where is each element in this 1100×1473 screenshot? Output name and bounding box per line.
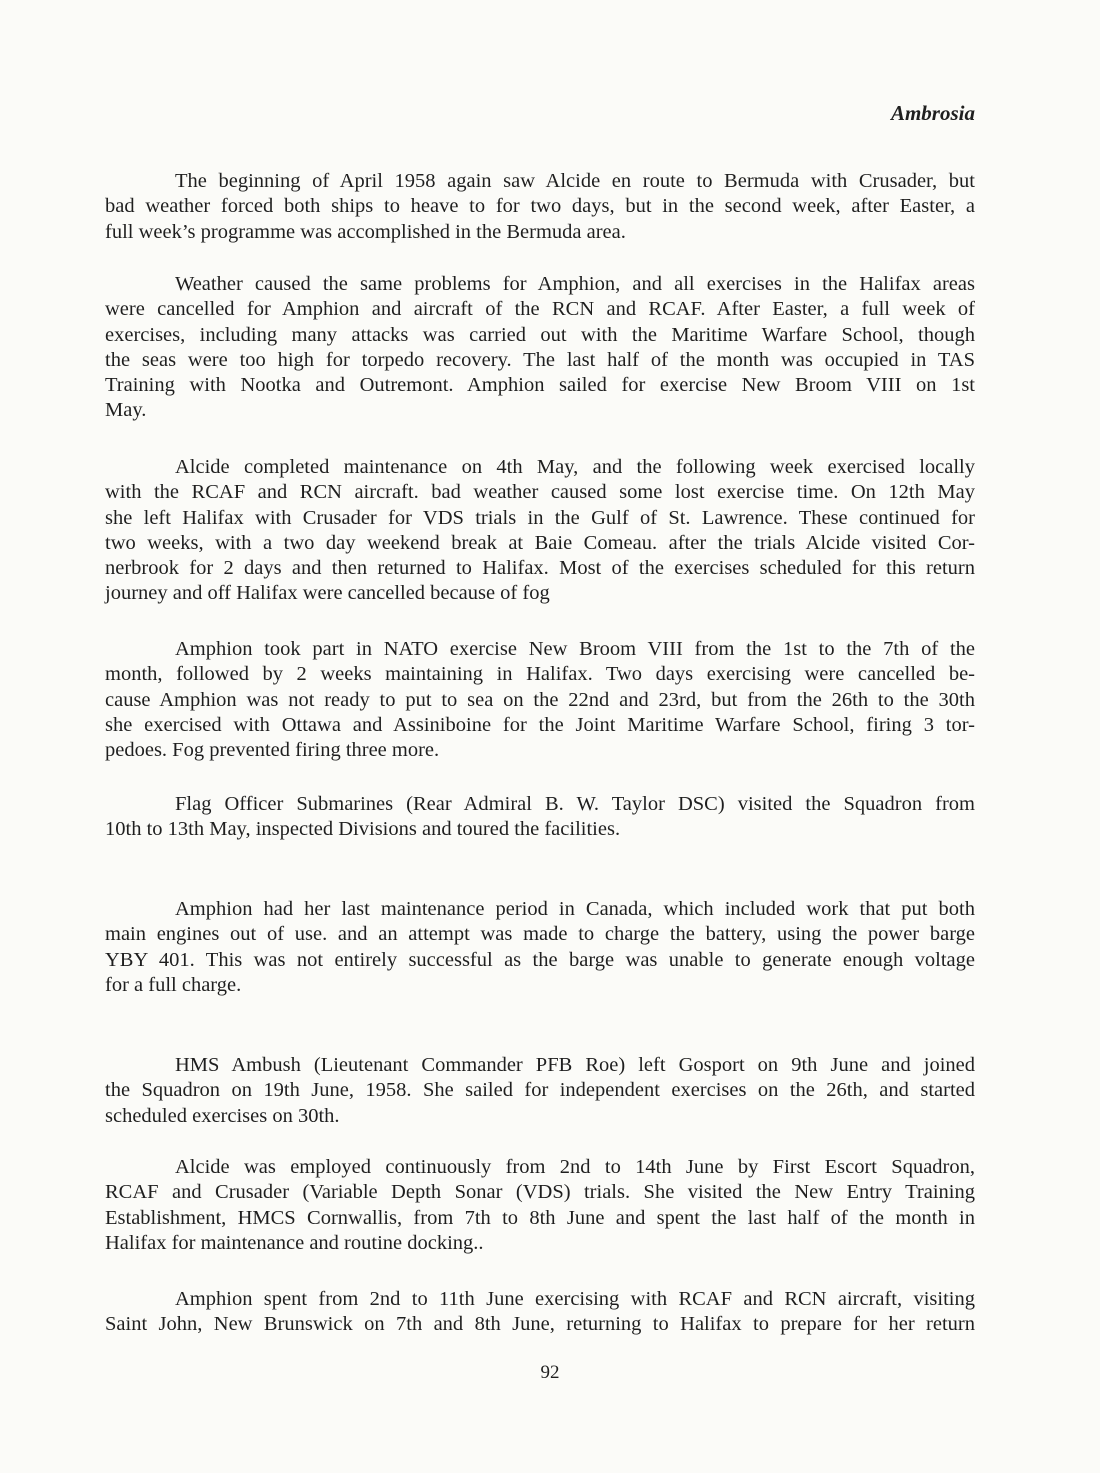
paragraph <box>105 897 975 998</box>
paragraph-line: with the RCAF and RCN aircraft. bad weather caused some lost exercise time. On 12th May <box>105 481 975 504</box>
paragraph-line: nerbrook for 2 days and then returned to Halifax. Most of the exercises scheduled for this return <box>105 557 975 580</box>
paragraph <box>105 637 975 763</box>
paragraph-line: she exercised with Ottawa and Assiniboine for the Joint Maritime Warfare School, firing 3 tor- <box>105 713 975 736</box>
paragraph <box>105 1155 975 1256</box>
paragraph-line: journey and off Halifax were cancelled because of fog <box>105 582 550 605</box>
paragraph-line: May. <box>105 399 147 422</box>
paragraph-line: 10th to 13th May, inspected Divisions and toured the facilities. <box>105 818 621 841</box>
paragraph <box>105 1053 975 1129</box>
paragraph-line: she left Halifax with Crusader for VDS trials in the Gulf of St. Lawrence. These continued for <box>105 506 975 529</box>
paragraph-line: Saint John, New Brunswick on 7th and 8th June, returning to Halifax to prepare for her return <box>105 1313 975 1336</box>
paragraph-line: cause Amphion was not ready to put to sea on the 22nd and 23rd, but from the 26th to the 30th <box>105 688 975 711</box>
running-title: Ambrosia <box>890 101 975 125</box>
paragraph-line: HMS Ambush (Lieutenant Commander PFB Roe) left Gosport on 9th June and joined <box>175 1054 975 1076</box>
paragraph-line: RCAF and Crusader (Variable Depth Sonar (VDS) trials. She visited the New Entry Training <box>105 1181 975 1204</box>
paragraph-line: were cancelled for Amphion and aircraft of the RCN and RCAF. After Easter, a full week of <box>105 298 975 321</box>
paragraph <box>105 272 975 424</box>
paragraph-line: Alcide was employed continuously from 2nd to 14th June by First Escort Squadron, <box>175 1156 975 1178</box>
paragraph-line: full week’s programme was accomplished in the Bermuda area. <box>105 220 626 243</box>
paragraph-line: Amphion took part in NATO exercise New Broom VIII from the 1st to the 7th of the <box>175 638 975 660</box>
paragraph <box>105 1287 975 1338</box>
paragraph-line: Amphion spent from 2nd to 11th June exercising with RCAF and RCN aircraft, visiting <box>175 1288 975 1310</box>
paragraph-line: pedoes. Fog prevented firing three more. <box>105 739 440 762</box>
paragraph-line: two weeks, with a two day weekend break at Baie Comeau. after the trials Alcide visited Cor- <box>105 531 975 554</box>
paragraph-line: the Squadron on 19th June, 1958. She sailed for independent exercises on the 26th, and started <box>105 1079 975 1102</box>
paragraph-line: for a full charge. <box>105 973 242 996</box>
paragraph-line: Halifax for maintenance and routine docking.. <box>105 1231 484 1254</box>
paragraph-line: Amphion had her last maintenance period in Canada, which included work that put both <box>175 898 975 920</box>
paragraph-line: YBY 401. This was not entirely successful as the barge was unable to generate enough voltage <box>105 948 975 971</box>
paragraph-line: Alcide completed maintenance on 4th May, and the following week exercised locally <box>175 456 975 478</box>
paragraph <box>105 169 975 245</box>
paragraph-line: Weather caused the same problems for Amphion, and all exercises in the Halifax areas <box>175 273 975 295</box>
paragraph-line: Training with Nootka and Outremont. Amphion sailed for exercise New Broom VIII on 1st <box>105 374 975 397</box>
paragraph-line: Flag Officer Submarines (Rear Admiral B. W. Taylor DSC) visited the Squadron from <box>175 793 975 815</box>
paragraph <box>105 792 975 843</box>
paragraph-line: month, followed by 2 weeks maintaining in Halifax. Two days exercising were cancelled be- <box>105 663 975 686</box>
paragraph-line: exercises, including many attacks was carried out with the Maritime Warfare School, though <box>105 323 975 346</box>
paragraph-line: The beginning of April 1958 again saw Alcide en route to Bermuda with Crusader, but <box>175 170 975 192</box>
paragraph-line: Establishment, HMCS Cornwallis, from 7th to 8th June and spent the last half of the month in <box>105 1206 975 1229</box>
paragraph <box>105 455 975 607</box>
paragraph-line: bad weather forced both ships to heave to for two days, but in the second week, after Easter, a <box>105 195 975 218</box>
paragraph-line: the seas were too high for torpedo recovery. The last half of the month was occupied in TAS <box>105 348 975 371</box>
paragraph-line: main engines out of use. and an attempt was made to charge the battery, using the power barge <box>105 923 975 946</box>
paragraph-line: scheduled exercises on 30th. <box>105 1104 340 1127</box>
page-number: 92 <box>540 1362 560 1383</box>
